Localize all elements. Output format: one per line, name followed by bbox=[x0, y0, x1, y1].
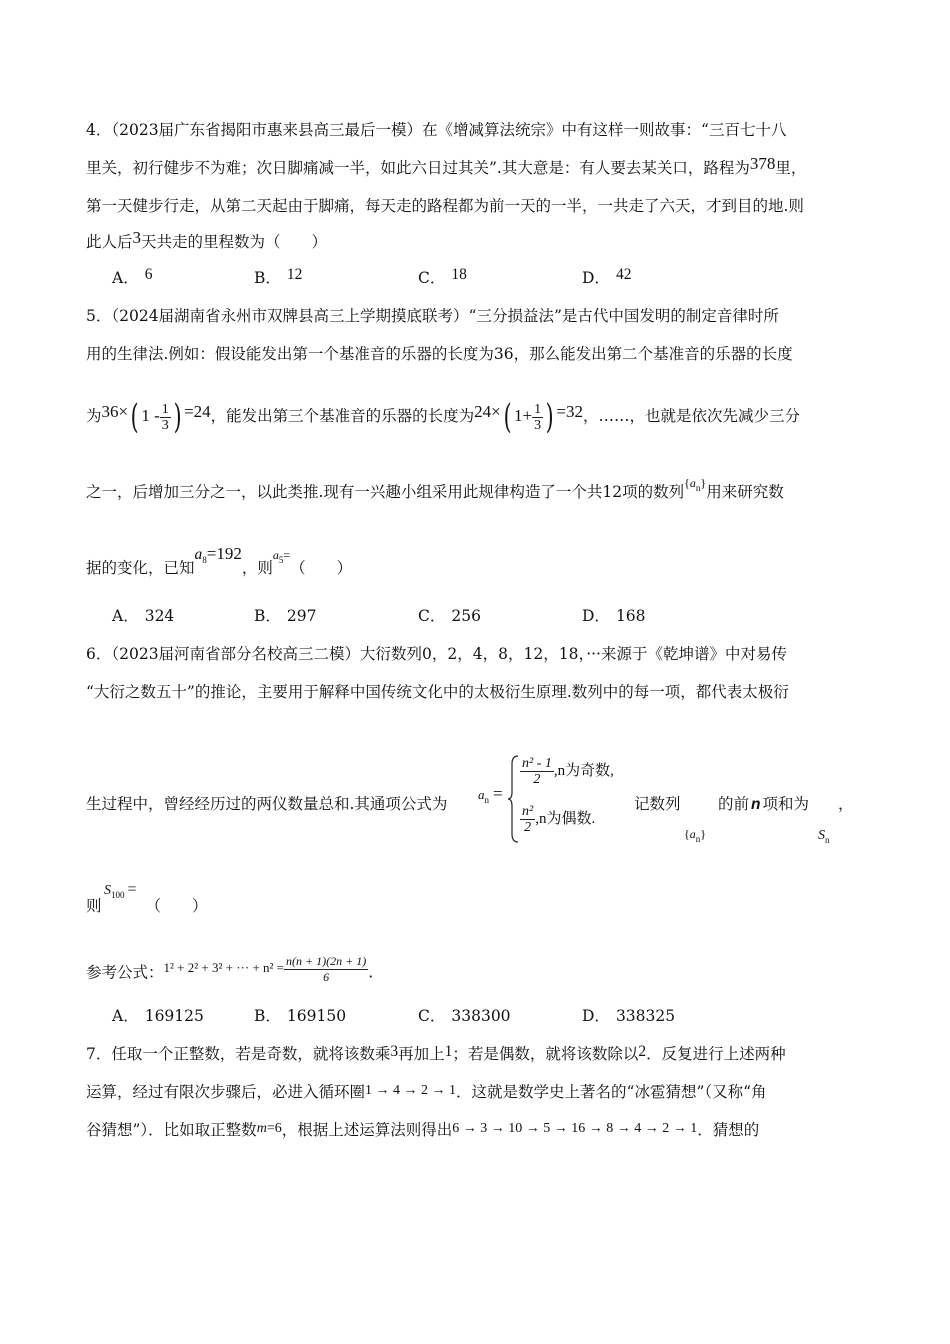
q7-num-2: 2 bbox=[638, 1043, 647, 1060]
q4-option-b[interactable] bbox=[254, 268, 302, 289]
q4-line-1: 4．（2023届广东省揭阳市惠来县高三最后一模）在《增减算法统宗》中有这样一则故事：“三百七十八 bbox=[86, 121, 787, 139]
q4-line-4-text: 此人后 bbox=[86, 233, 133, 251]
q5-line-3-mid: ，能发出第三个基准音的乐器的长度为 bbox=[210, 407, 475, 425]
q6-paren: （ ） bbox=[145, 897, 208, 915]
q7-line-2-b: ．这就是数学史上著名的“冰雹猜想”（又称“角 bbox=[456, 1083, 767, 1101]
q5-line-5-text: 据的变化，已知 bbox=[86, 559, 195, 577]
q5-expr-2-lead: 24× bbox=[474, 402, 501, 421]
q5-line-1: 5．（2024届湖南省永州市双牌县高三上学期摸底联考）“三分损益法”是古代中国发明的制定音律时所 bbox=[86, 307, 779, 325]
q7-num-3: 3 bbox=[390, 1043, 399, 1060]
fraction-denominator: 2 bbox=[533, 772, 541, 787]
option-label: D． bbox=[582, 607, 610, 625]
q5-option-a[interactable] bbox=[112, 606, 174, 626]
right-brace-icon: } bbox=[700, 476, 707, 490]
q5-expr-1-result: =24 bbox=[184, 402, 211, 421]
right-paren-icon: ) bbox=[173, 397, 182, 437]
option-label: D． bbox=[582, 269, 610, 287]
option-value: 324 bbox=[144, 607, 175, 625]
q7-line-1-d: ．反复进行上述两种 bbox=[646, 1045, 786, 1063]
q7-line-2 bbox=[86, 1082, 767, 1104]
option-label: A． bbox=[112, 607, 139, 625]
q5-option-c[interactable] bbox=[418, 606, 481, 626]
m-value: =6 bbox=[266, 1121, 282, 1136]
q7-line-1 bbox=[86, 1044, 786, 1065]
q6-front-text: 的前 bbox=[718, 795, 750, 813]
a5-var: a bbox=[272, 548, 279, 562]
q6-option-c[interactable] bbox=[418, 1006, 511, 1026]
q7-line-3 bbox=[86, 1120, 759, 1142]
q6-comma: ， bbox=[838, 795, 854, 813]
a8-sub: 8 bbox=[202, 555, 207, 565]
ref-label: 参考公式： bbox=[86, 963, 164, 982]
option-value: 338325 bbox=[615, 1007, 676, 1025]
piecewise-brace-icon bbox=[508, 754, 520, 844]
left-paren-icon: ( bbox=[130, 397, 139, 437]
q4-option-a[interactable] bbox=[112, 268, 152, 289]
s100-var: S bbox=[104, 883, 111, 898]
seq-var: a bbox=[689, 827, 696, 841]
q6-case-2 bbox=[520, 804, 595, 835]
option-value: 42 bbox=[615, 266, 632, 283]
option-value: 12 bbox=[286, 266, 303, 283]
q4-line-3: 第一天健步行走，从第二天起由于脚痛，每天走的路程都为前一天的一半，一共走了六天，才到目的地.则 bbox=[86, 197, 804, 215]
fraction-numerator: n(n + 1)(2n + 1) bbox=[286, 954, 367, 968]
option-value: 169150 bbox=[286, 1007, 347, 1025]
q6-line-3-c bbox=[718, 794, 809, 815]
sn-var: S bbox=[818, 828, 825, 843]
fraction-denominator: 2 bbox=[524, 820, 532, 835]
q5-expr-2-result: =32 bbox=[556, 402, 583, 421]
q4-line-4-end: 天共走的里程数为（ ） bbox=[141, 233, 328, 251]
option-label: A． bbox=[112, 1007, 139, 1025]
fraction-numerator: n² bbox=[522, 804, 534, 819]
q6-line-1: 6．（2023届河南省部分名校高三二模）大衍数列0，2，4，8，12，18，···来源于《乾坤谱》中对易传 bbox=[86, 645, 787, 663]
case-2-fraction bbox=[520, 804, 535, 835]
a5-eq: = bbox=[283, 548, 291, 562]
q5-a5 bbox=[272, 548, 291, 565]
q4-line-4 bbox=[86, 228, 328, 252]
option-value: 168 bbox=[615, 607, 646, 625]
an-eq: = bbox=[493, 784, 503, 803]
q5-expr-1-lead: 36× bbox=[101, 402, 129, 421]
sn-sub: n bbox=[825, 835, 830, 845]
fraction-numerator: 1 bbox=[161, 401, 169, 417]
option-value: 338300 bbox=[451, 1007, 511, 1025]
ref-formula: 1² + 2² + 3² + ··· + n² = bbox=[163, 959, 285, 975]
q4-line-2 bbox=[86, 154, 807, 178]
q7-cycle: 1 → 4 → 2 → 1 bbox=[365, 1083, 457, 1098]
case-1-fraction bbox=[520, 756, 554, 787]
q7-line-1-b: 再加上 bbox=[398, 1045, 445, 1063]
ref-fraction bbox=[284, 954, 368, 985]
q5-fraction-1 bbox=[160, 402, 171, 433]
q5-line-5-mid: ，则 bbox=[241, 559, 273, 577]
fraction-denominator: 3 bbox=[161, 417, 169, 433]
q6-ref bbox=[86, 954, 374, 989]
q6-option-a[interactable] bbox=[112, 1006, 204, 1026]
q6-line-4 bbox=[86, 896, 208, 916]
q7-line-2-a: 运算，经过有限次步骤后，必进入循环圈 bbox=[86, 1083, 366, 1101]
q5-line-4-text: 之一，后增加三分之一，以此类推.现有一兴趣小组采用此规律构造了一个共12项的数列 bbox=[86, 483, 685, 501]
case-1-text: ,n为奇数, bbox=[553, 763, 614, 780]
option-label: D． bbox=[582, 1007, 610, 1025]
q7-num-1: 1 bbox=[444, 1043, 453, 1060]
m-var: m bbox=[256, 1121, 267, 1136]
q4-days: 3 bbox=[132, 228, 142, 247]
option-value: 256 bbox=[451, 607, 481, 625]
q7-chain: 6 → 3 → 10 → 5 → 16 → 8 → 4 → 2 → 1 bbox=[452, 1121, 698, 1136]
n-var: n bbox=[751, 796, 761, 813]
seq-sub: n bbox=[695, 834, 701, 844]
q7-line-3-a: 谷猜想”）．比如取正整数 bbox=[86, 1121, 257, 1139]
seq-var: a bbox=[689, 476, 696, 490]
q5-line-4-end: 用来研究数 bbox=[706, 483, 784, 501]
q5-option-b[interactable] bbox=[254, 606, 316, 626]
q4-line-2-end: 里， bbox=[775, 159, 807, 177]
left-paren-icon: ( bbox=[503, 397, 512, 437]
an-var: a bbox=[478, 787, 485, 802]
q6-an bbox=[478, 784, 503, 810]
q5-expr-1-one: 1 - bbox=[141, 406, 160, 425]
q5-line-3-post: ，……，也就是依次先减少三分 bbox=[582, 407, 800, 425]
option-label: A． bbox=[112, 269, 139, 287]
a8-var: a bbox=[194, 546, 203, 563]
option-value: 297 bbox=[286, 607, 317, 625]
fraction-denominator: 6 bbox=[323, 970, 330, 984]
q4-distance: 378 bbox=[749, 154, 776, 173]
right-brace-icon: } bbox=[700, 827, 707, 841]
option-label: C． bbox=[418, 269, 446, 287]
option-label: B． bbox=[254, 607, 281, 625]
q6-sn bbox=[818, 826, 830, 850]
fraction-denominator: 3 bbox=[534, 417, 542, 433]
q6-option-d[interactable] bbox=[582, 1006, 675, 1026]
fraction-numerator: n² - 1 bbox=[522, 756, 552, 771]
q5-expr-2-one: 1+ bbox=[514, 406, 533, 425]
a8-value: =192 bbox=[206, 544, 242, 563]
q4-option-d[interactable] bbox=[582, 268, 631, 289]
case-2-text: ,n为偶数. bbox=[535, 811, 596, 828]
q6-sequence bbox=[684, 824, 706, 849]
q6-then: 则 bbox=[86, 897, 102, 915]
option-value: 6 bbox=[144, 266, 153, 283]
option-value: 18 bbox=[451, 266, 467, 283]
q5-line-4 bbox=[86, 476, 784, 508]
q6-line-3-text: 生过程中，曾经经历过的两仪数量总和.其通项公式为 bbox=[86, 795, 448, 813]
q5-line-2: 用的生律法.例如：假设能发出第一个基准音的乐器的长度为36，那么能发出第二个基准音的乐器的长度 bbox=[86, 345, 793, 363]
q5-sequence bbox=[684, 476, 707, 493]
s100-sub: 100 bbox=[111, 890, 125, 900]
q6-option-b[interactable] bbox=[254, 1006, 346, 1026]
q6-case-1 bbox=[520, 756, 614, 787]
option-label: C． bbox=[418, 1007, 446, 1025]
q5-line-3 bbox=[86, 396, 800, 436]
right-paren-icon: ) bbox=[545, 397, 554, 437]
q4-line-2-text: 里关，初行健步不为难；次日脚痛减一半，如此六日过其关”.其大意是：有人要去某关口，路程为 bbox=[86, 159, 750, 177]
q7-line-3-b: ，根据上述运算法则得出 bbox=[281, 1121, 453, 1139]
option-label: C． bbox=[418, 607, 446, 625]
option-label: B． bbox=[254, 269, 281, 287]
q7-line-1-c: ；若是偶数，就将该数除以 bbox=[452, 1045, 639, 1063]
seq-sub: n bbox=[695, 483, 701, 493]
option-label: B． bbox=[254, 1007, 281, 1025]
q7-line-1-a: 7．任取一个正整数，若是奇数，就将该数乘 bbox=[86, 1045, 391, 1063]
ref-end: . bbox=[368, 963, 374, 982]
left-brace-icon: { bbox=[684, 476, 690, 490]
q7-line-3-c: ．猜想的 bbox=[697, 1121, 760, 1139]
left-brace-icon: { bbox=[684, 827, 690, 841]
q5-line-5-end: （ ） bbox=[290, 559, 353, 577]
q4-option-c[interactable] bbox=[418, 268, 467, 289]
q5-a8 bbox=[195, 546, 242, 563]
an-sub: n bbox=[484, 795, 489, 805]
q5-fraction-2 bbox=[532, 402, 543, 433]
s100-eq: = bbox=[127, 881, 137, 898]
q5-line-3-pre: 为 bbox=[86, 407, 102, 425]
fraction-numerator: 1 bbox=[534, 401, 542, 417]
q6-line-3-b: 记数列 bbox=[634, 795, 681, 813]
q6-sum-text: 项和为 bbox=[762, 795, 809, 813]
option-value: 169125 bbox=[144, 1007, 204, 1025]
q5-line-5 bbox=[86, 544, 353, 584]
q6-line-2: “大衍之数五十”的推论，主要用于解释中国传统文化中的太极衍生原理.数列中的每一项，都代表太极衍 bbox=[86, 683, 789, 701]
a5-sub: 5 bbox=[278, 555, 284, 565]
q5-option-d[interactable] bbox=[582, 606, 646, 626]
